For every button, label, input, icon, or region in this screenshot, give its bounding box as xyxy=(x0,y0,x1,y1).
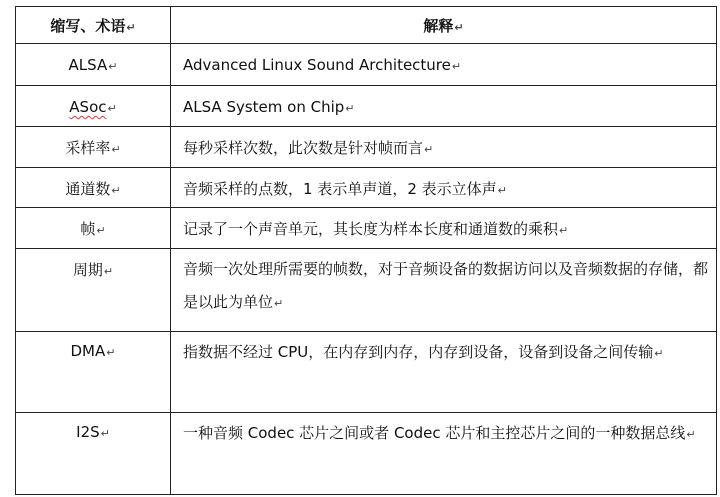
table-row xyxy=(16,168,717,208)
table-row xyxy=(16,86,717,127)
header-term: 缩写、术语↵ xyxy=(16,7,171,44)
term-cell: 周期↵ xyxy=(16,249,171,332)
term-cell: I2S↵ xyxy=(16,413,171,495)
definition-cell: Advanced Linux Sound Architecture↵ xyxy=(171,44,717,86)
term-cell: 采样率↵ xyxy=(16,127,171,168)
term-cell: 帧↵ xyxy=(16,208,171,249)
definition-cell: 记录了一个声音单元，其长度为样本长度和通道数的乘积↵ xyxy=(171,208,717,249)
definition-cell: ALSA System on Chip↵ xyxy=(171,86,717,127)
definition-cell: 指数据不经过 CPU，在内存到内存，内存到设备，设备到设备之间传输↵ xyxy=(171,332,717,413)
table-row xyxy=(16,44,717,86)
term-cell: 通道数↵ xyxy=(16,168,171,208)
definition-cell: 音频一次处理所需要的帧数，对于音频设备的数据访问以及音频数据的存储，都是以此为单位↵ xyxy=(171,249,717,332)
term-cell: ALSA↵ xyxy=(16,44,171,86)
term-cell: DMA↵ xyxy=(16,332,171,413)
glossary-table xyxy=(15,6,717,495)
definition-cell: 音频采样的点数，1 表示单声道，2 表示立体声↵ xyxy=(171,168,717,208)
table-row xyxy=(16,127,717,168)
definition-cell: 每秒采样次数，此次数是针对帧而言↵ xyxy=(171,127,717,168)
table-row xyxy=(16,208,717,249)
table-row xyxy=(16,413,717,495)
table-row xyxy=(16,249,717,332)
definition-cell: 一种音频 Codec 芯片之间或者 Codec 芯片和主控芯片之间的一种数据总线↵ xyxy=(171,413,717,495)
table-row xyxy=(16,332,717,413)
table-header-row xyxy=(16,7,717,44)
header-definition: 解释↵ xyxy=(171,7,717,44)
term-cell: ASoc↵ xyxy=(16,86,171,127)
